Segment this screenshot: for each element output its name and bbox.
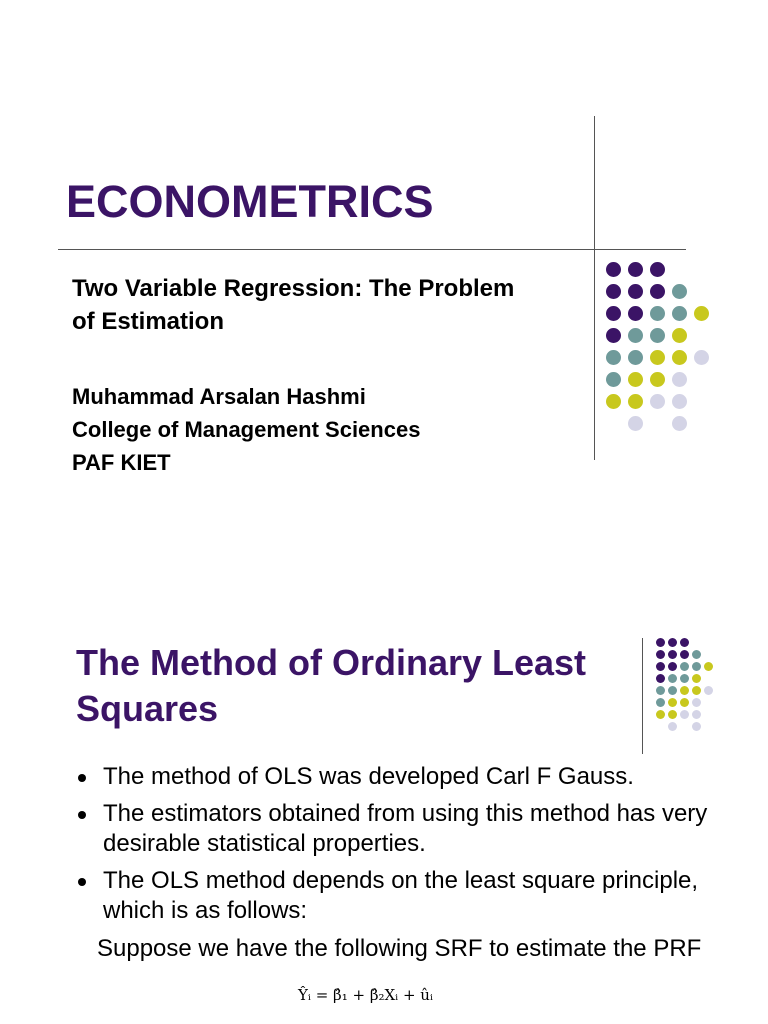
decorative-dot (668, 698, 677, 707)
decorative-dot (692, 698, 701, 707)
decorative-dot (650, 328, 665, 343)
vertical-rule (642, 638, 643, 754)
decorative-dot (656, 686, 665, 695)
bullet-list (78, 762, 718, 933)
decorative-dot (650, 372, 665, 387)
decorative-dot (694, 306, 709, 321)
decorative-dot (656, 698, 665, 707)
decorative-dot (628, 416, 643, 431)
author-block (72, 380, 420, 479)
vertical-rule (594, 116, 595, 460)
decorative-dot (606, 372, 621, 387)
bullet-item: The estimators obtained from using this method has very desirable statistical properties. (78, 799, 718, 859)
decorative-dot (656, 650, 665, 659)
content-slide (0, 512, 768, 1024)
decorative-dot (704, 686, 713, 695)
decorative-dot (656, 710, 665, 719)
slide-subtitle: Two Variable Regression: The Problem of Estimation (72, 275, 515, 335)
slide-title: The Method of Ordinary Least Squares (76, 642, 587, 729)
decorative-dot (692, 674, 701, 683)
decorative-dot (668, 710, 677, 719)
decorative-dot (680, 674, 689, 683)
slide-title: ECONOMETRICS (66, 176, 434, 227)
bullet-item: The OLS method depends on the least square principle, which is as follows: (78, 866, 718, 926)
decorative-dot (668, 674, 677, 683)
decorative-dot (628, 350, 643, 365)
decorative-dot (680, 710, 689, 719)
decorative-dot (668, 722, 677, 731)
decorative-dot (692, 686, 701, 695)
decorative-dot (650, 394, 665, 409)
decorative-dot (692, 650, 701, 659)
decorative-dot (606, 262, 621, 277)
decorative-dot (672, 306, 687, 321)
decorative-dot (694, 350, 709, 365)
author-institution: PAF KIET (72, 450, 171, 475)
bullet-icon (78, 878, 86, 886)
decorative-dot (672, 416, 687, 431)
decorative-dot (672, 328, 687, 343)
decorative-dot (606, 306, 621, 321)
decorative-dot (656, 662, 665, 671)
horizontal-rule (58, 249, 686, 250)
decorative-dot (704, 662, 713, 671)
decorative-dot (680, 650, 689, 659)
srf-equation: Ŷᵢ = β̂₁ + β̂₂Xᵢ + ûᵢ (298, 986, 433, 1004)
decorative-dot (668, 662, 677, 671)
decorative-dot (672, 284, 687, 299)
decorative-dot (606, 328, 621, 343)
decorative-dot (692, 710, 701, 719)
decorative-dot (680, 638, 689, 647)
decorative-dot (628, 328, 643, 343)
author-college: College of Management Sciences (72, 417, 421, 442)
decorative-dot (628, 394, 643, 409)
decorative-dot (628, 284, 643, 299)
srf-paragraph: Suppose we have the following SRF to estimate the PRF (97, 935, 702, 962)
decorative-dot (680, 662, 689, 671)
decorative-dot (650, 262, 665, 277)
decorative-dot (668, 638, 677, 647)
decorative-dot (628, 306, 643, 321)
decorative-dot (656, 674, 665, 683)
decorative-dot (606, 284, 621, 299)
author-name: Muhammad Arsalan Hashmi (72, 384, 366, 409)
decorative-dot (650, 284, 665, 299)
decorative-dot (692, 662, 701, 671)
decorative-dot (628, 372, 643, 387)
decorative-dot (680, 686, 689, 695)
decorative-dot (692, 722, 701, 731)
decorative-dot (668, 650, 677, 659)
decorative-dot (672, 350, 687, 365)
decorative-dot (650, 350, 665, 365)
decorative-dot (656, 638, 665, 647)
decorative-dot (650, 306, 665, 321)
decorative-dot (668, 686, 677, 695)
decorative-dot (606, 350, 621, 365)
bullet-icon (78, 811, 86, 819)
decorative-dot (628, 262, 643, 277)
bullet-item: The method of OLS was developed Carl F Gauss. (78, 762, 718, 792)
bullet-icon (78, 774, 86, 782)
decorative-dot (680, 698, 689, 707)
decorative-dot (672, 394, 687, 409)
decorative-dot (606, 394, 621, 409)
decorative-dot (672, 372, 687, 387)
